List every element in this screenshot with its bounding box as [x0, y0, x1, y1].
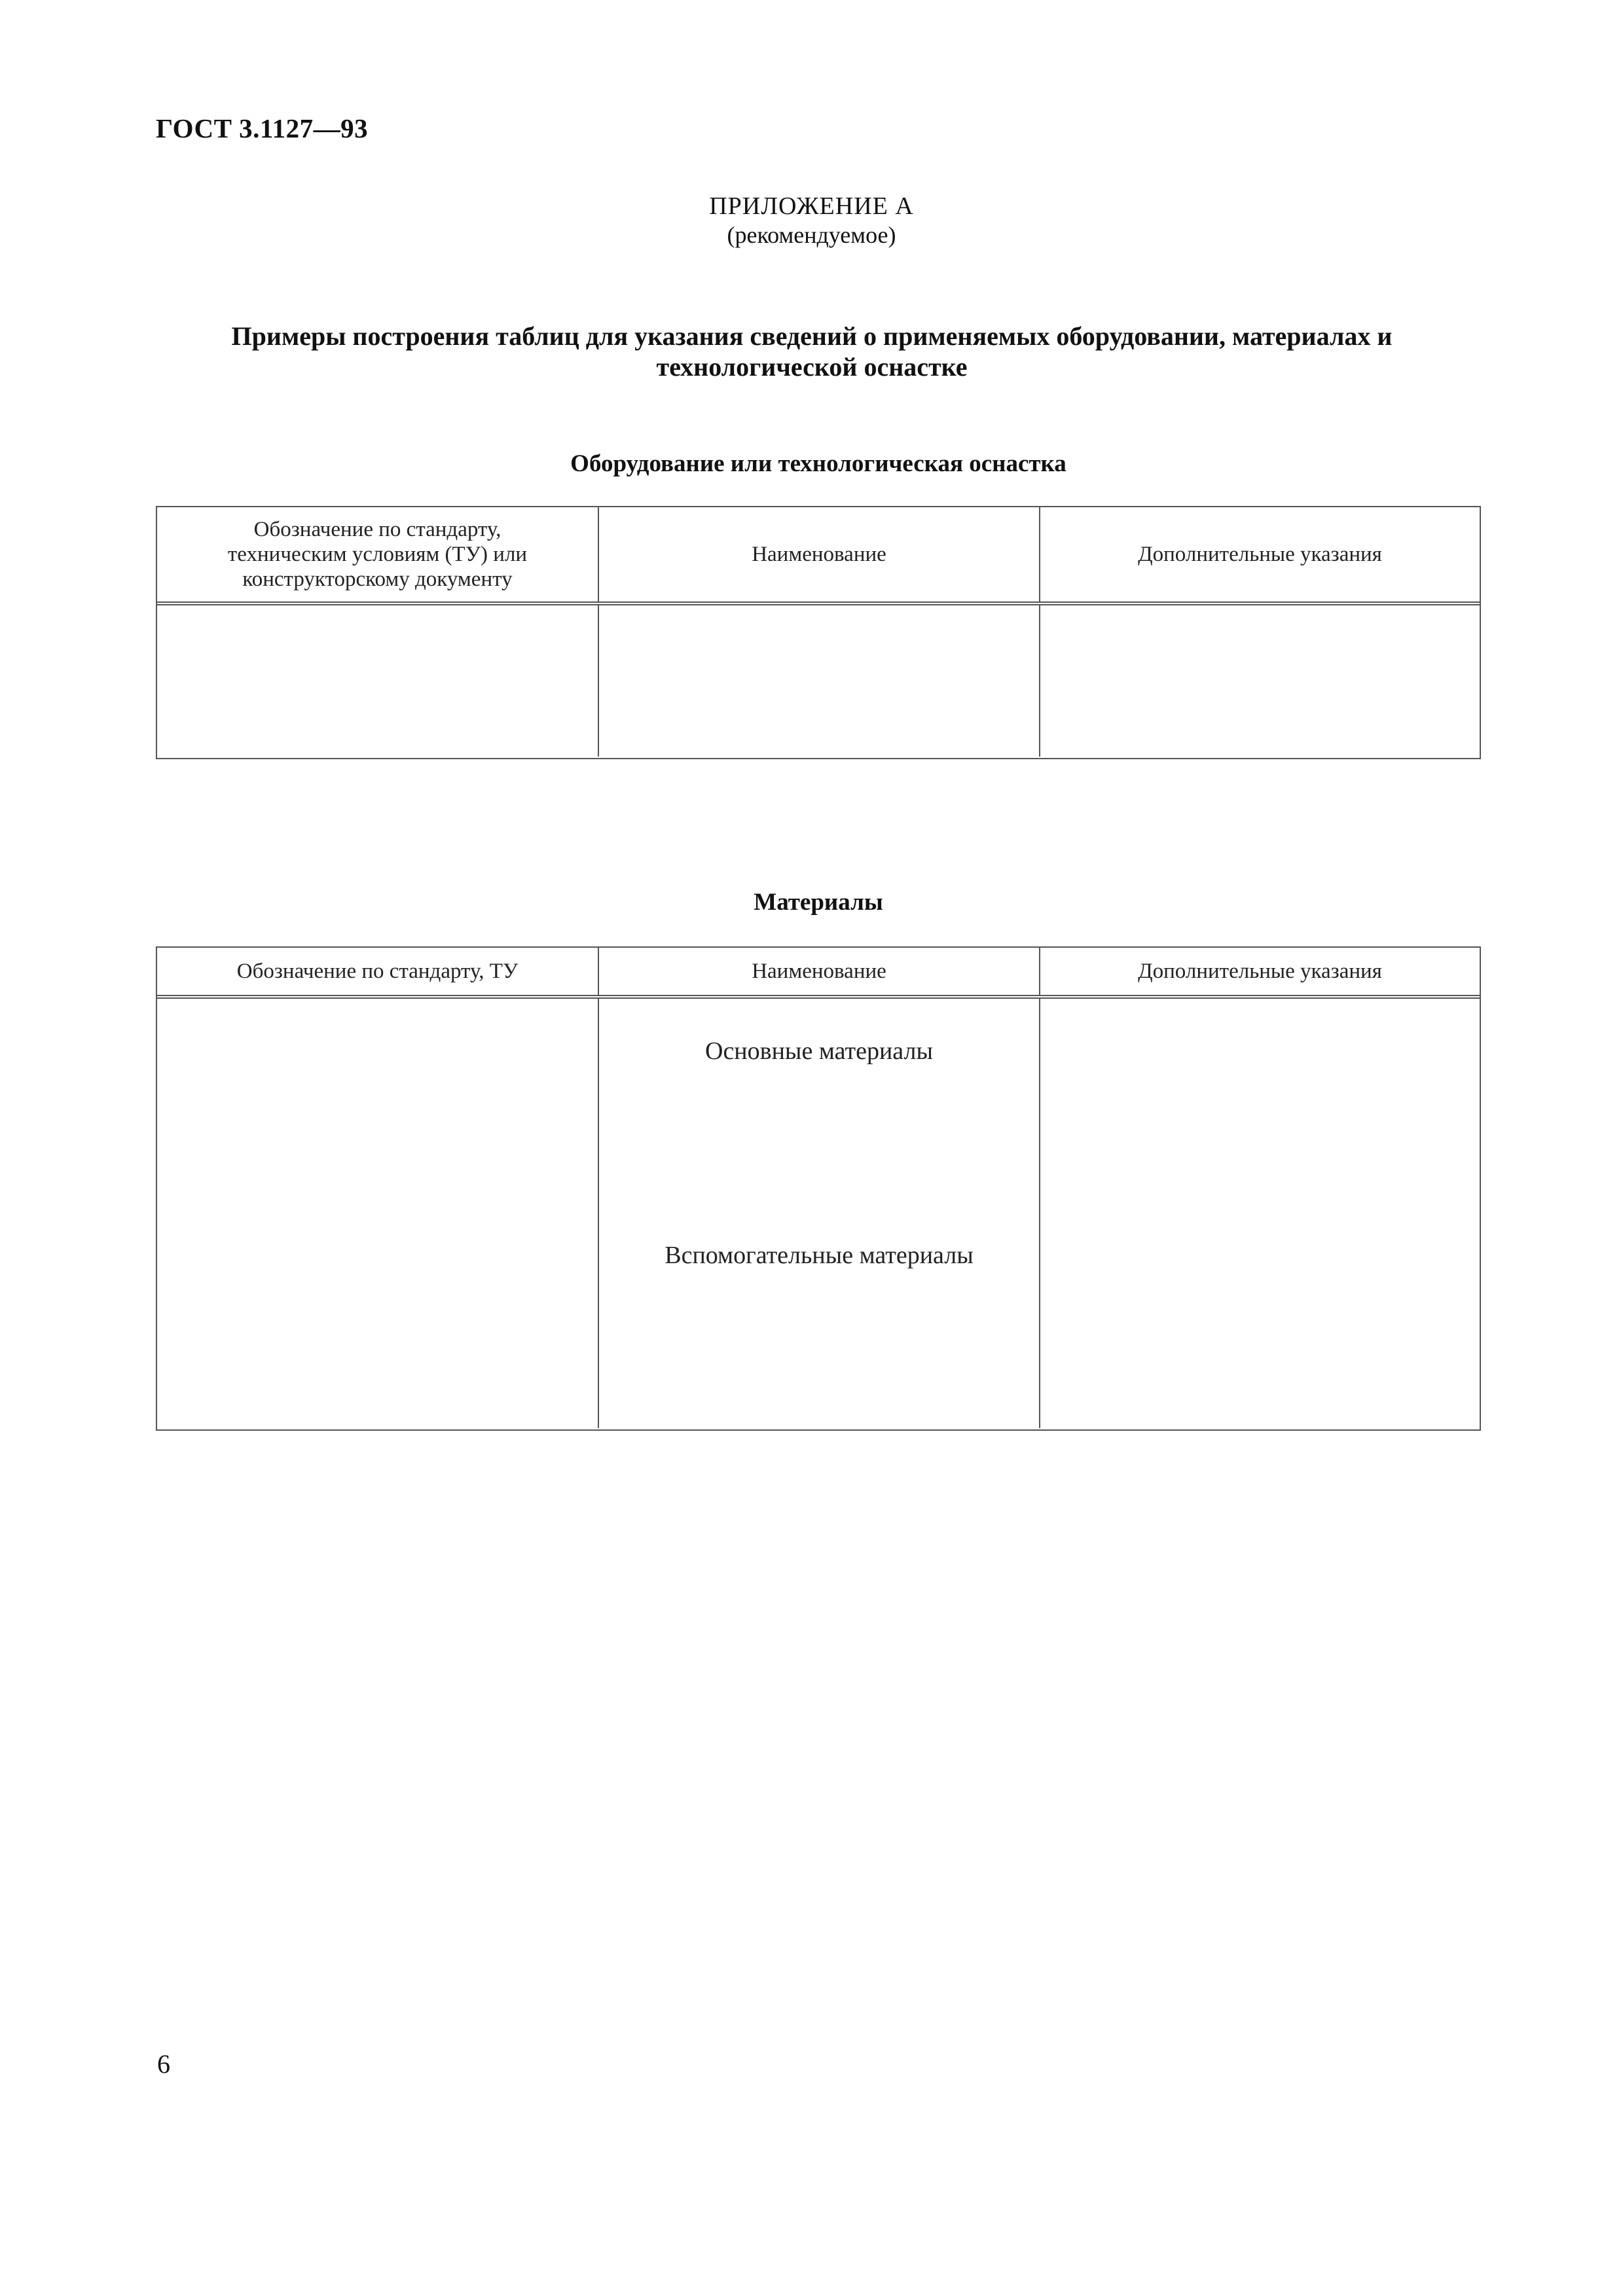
main-materials-label: Основные материалы	[705, 1037, 933, 1065]
body-cell-notes	[1040, 605, 1480, 757]
header-cell-name	[599, 507, 1040, 601]
equipment-table-body	[157, 605, 1480, 757]
header-cell-designation: Обозначение по стандарту, ТУ	[157, 948, 599, 995]
document-code: ГОСТ 3.1127—93	[156, 113, 369, 143]
header-cell-notes	[1040, 507, 1480, 601]
document-title-line-1: Примеры построения таблиц для указания сведений о применяемых оборудовании, материалах и	[231, 321, 1393, 351]
header-cell-designation	[157, 507, 599, 601]
body-cell-designation	[157, 605, 599, 757]
body-cell-name	[599, 999, 1040, 1428]
header-line: Наименование	[752, 543, 886, 566]
equipment-table	[156, 506, 1481, 759]
equipment-table-header	[157, 507, 1480, 605]
equipment-table-caption: Оборудование или технологическая оснастка	[570, 450, 1067, 477]
document-title	[157, 321, 1467, 382]
document-title-line-2: технологической оснастке	[656, 352, 968, 382]
header-line: Обозначение по стандарту,	[253, 518, 501, 541]
auxiliary-materials-label: Вспомогательные материалы	[665, 1242, 974, 1269]
header-line: конструкторскому документу	[242, 567, 513, 591]
body-cell-name	[599, 605, 1040, 757]
materials-table-caption: Материалы	[754, 889, 883, 916]
materials-table-header	[157, 948, 1480, 999]
page-number: 6	[157, 2049, 170, 2079]
appendix-title: ПРИЛОЖЕНИЕ А	[709, 192, 914, 220]
header-line: техническим условиям (ТУ) или	[227, 543, 528, 566]
header-cell-notes: Дополнительные указания	[1138, 960, 1382, 983]
body-cell-notes	[1040, 999, 1480, 1428]
materials-table-body	[157, 999, 1480, 1428]
appendix-subtitle: (рекомендуемое)	[727, 222, 896, 248]
body-cell-designation	[157, 999, 599, 1428]
materials-table	[156, 946, 1481, 1431]
header-cell-name: Наименование	[599, 948, 1040, 995]
header-line: Дополнительные указания	[1138, 543, 1382, 566]
